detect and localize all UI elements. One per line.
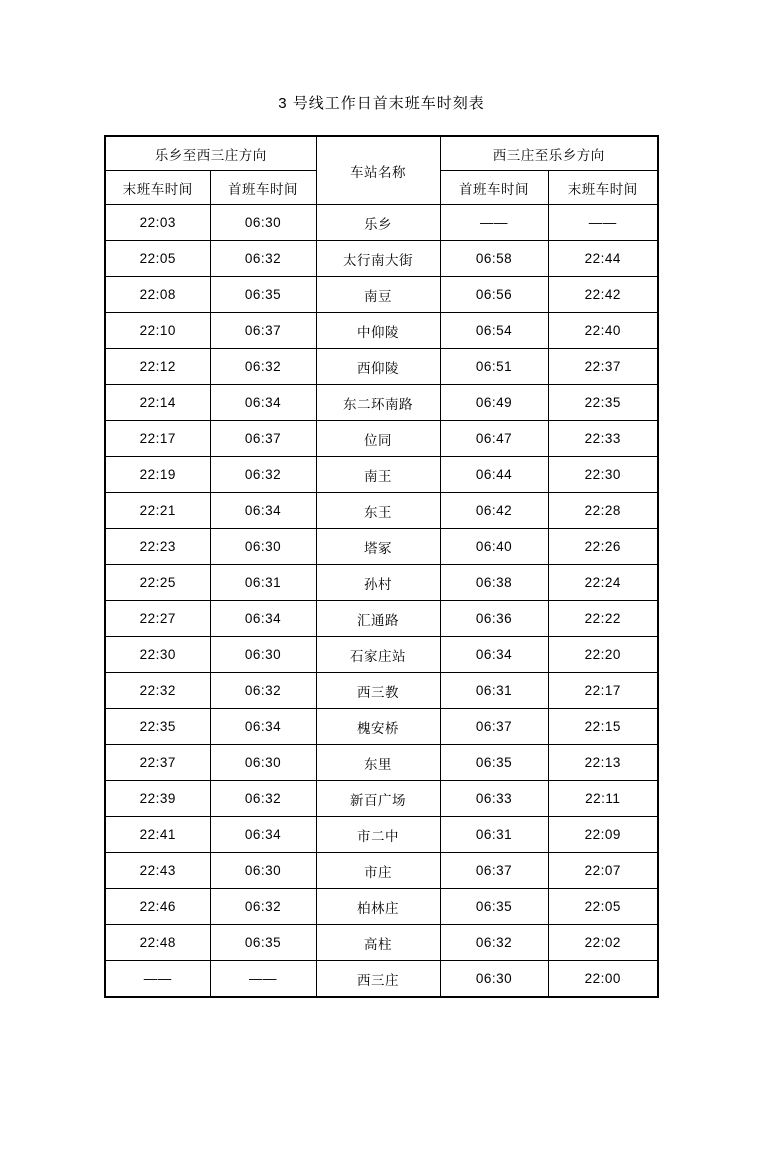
cell-left-first-train: 06:32 bbox=[210, 241, 316, 277]
table-row bbox=[105, 817, 658, 853]
cell-left-first-train: 06:30 bbox=[210, 529, 316, 565]
cell-station-name: 中仰陵 bbox=[316, 313, 440, 349]
cell-station-name: 西三教 bbox=[316, 673, 440, 709]
header-station-column: 车站名称 bbox=[316, 136, 440, 205]
timetable-container bbox=[0, 135, 763, 998]
cell-station-name: 南王 bbox=[316, 457, 440, 493]
cell-left-last-train: 22:05 bbox=[105, 241, 210, 277]
table-row bbox=[105, 385, 658, 421]
cell-right-last-train: 22:24 bbox=[548, 565, 658, 601]
cell-station-name: 石家庄站 bbox=[316, 637, 440, 673]
cell-right-last-train: 22:00 bbox=[548, 961, 658, 998]
cell-right-first-train: 06:44 bbox=[440, 457, 548, 493]
cell-right-first-train: 06:42 bbox=[440, 493, 548, 529]
cell-station-name: 汇通路 bbox=[316, 601, 440, 637]
cell-station-name: 西三庄 bbox=[316, 961, 440, 998]
cell-left-first-train: 06:32 bbox=[210, 349, 316, 385]
cell-station-name: 新百广场 bbox=[316, 781, 440, 817]
cell-right-last-train: 22:22 bbox=[548, 601, 658, 637]
cell-right-first-train: 06:36 bbox=[440, 601, 548, 637]
cell-right-last-train: 22:07 bbox=[548, 853, 658, 889]
cell-right-first-train: 06:54 bbox=[440, 313, 548, 349]
cell-left-first-train: 06:37 bbox=[210, 421, 316, 457]
header-right-last-train: 末班车时间 bbox=[548, 171, 658, 205]
cell-station-name: 南豆 bbox=[316, 277, 440, 313]
cell-right-last-train: 22:02 bbox=[548, 925, 658, 961]
cell-left-last-train: 22:27 bbox=[105, 601, 210, 637]
cell-left-first-train: 06:31 bbox=[210, 565, 316, 601]
page-title: 3 号线工作日首末班车时刻表 bbox=[278, 95, 485, 112]
cell-left-first-train: 06:34 bbox=[210, 709, 316, 745]
cell-station-name: 东二环南路 bbox=[316, 385, 440, 421]
cell-left-last-train: 22:12 bbox=[105, 349, 210, 385]
cell-left-first-train: 06:32 bbox=[210, 457, 316, 493]
cell-left-last-train: 22:25 bbox=[105, 565, 210, 601]
table-row bbox=[105, 745, 658, 781]
cell-right-first-train: 06:31 bbox=[440, 673, 548, 709]
cell-left-first-train: 06:30 bbox=[210, 637, 316, 673]
cell-left-last-train: 22:32 bbox=[105, 673, 210, 709]
cell-left-last-train: 22:10 bbox=[105, 313, 210, 349]
cell-left-last-train: 22:17 bbox=[105, 421, 210, 457]
cell-right-last-train: 22:13 bbox=[548, 745, 658, 781]
cell-left-last-train: 22:23 bbox=[105, 529, 210, 565]
cell-right-last-train: 22:30 bbox=[548, 457, 658, 493]
cell-left-first-train: 06:35 bbox=[210, 277, 316, 313]
cell-station-name: 高柱 bbox=[316, 925, 440, 961]
cell-left-last-train: 22:37 bbox=[105, 745, 210, 781]
table-row bbox=[105, 349, 658, 385]
table-row bbox=[105, 961, 658, 998]
cell-left-last-train: 22:14 bbox=[105, 385, 210, 421]
cell-right-last-train: 22:28 bbox=[548, 493, 658, 529]
table-row bbox=[105, 277, 658, 313]
cell-left-first-train: 06:30 bbox=[210, 745, 316, 781]
cell-right-first-train: 06:37 bbox=[440, 853, 548, 889]
cell-station-name: 柏林庄 bbox=[316, 889, 440, 925]
cell-right-first-train: 06:37 bbox=[440, 709, 548, 745]
table-row bbox=[105, 529, 658, 565]
cell-left-first-train: 06:34 bbox=[210, 385, 316, 421]
table-row bbox=[105, 781, 658, 817]
table-row bbox=[105, 925, 658, 961]
table-row bbox=[105, 673, 658, 709]
cell-right-first-train: 06:40 bbox=[440, 529, 548, 565]
cell-right-first-train: 06:58 bbox=[440, 241, 548, 277]
table-body bbox=[105, 205, 658, 998]
cell-right-last-train: 22:26 bbox=[548, 529, 658, 565]
cell-right-first-train: 06:30 bbox=[440, 961, 548, 998]
header-direction-left: 乐乡至西三庄方向 bbox=[105, 136, 316, 171]
header-left-last-train: 末班车时间 bbox=[105, 171, 210, 205]
cell-right-first-train: 06:47 bbox=[440, 421, 548, 457]
cell-right-first-train: 06:56 bbox=[440, 277, 548, 313]
cell-right-first-train: 06:32 bbox=[440, 925, 548, 961]
cell-left-last-train: 22:39 bbox=[105, 781, 210, 817]
table-row bbox=[105, 565, 658, 601]
cell-left-last-train: 22:35 bbox=[105, 709, 210, 745]
cell-left-last-train: 22:08 bbox=[105, 277, 210, 313]
header-direction-right: 西三庄至乐乡方向 bbox=[440, 136, 658, 171]
timetable bbox=[104, 135, 659, 998]
cell-left-first-train: 06:32 bbox=[210, 673, 316, 709]
table-row bbox=[105, 493, 658, 529]
cell-station-name: 市庄 bbox=[316, 853, 440, 889]
table-row bbox=[105, 637, 658, 673]
header-right-first-train: 首班车时间 bbox=[440, 171, 548, 205]
table-row bbox=[105, 601, 658, 637]
header-left-first-train: 首班车时间 bbox=[210, 171, 316, 205]
cell-right-last-train: 22:15 bbox=[548, 709, 658, 745]
cell-station-name: 槐安桥 bbox=[316, 709, 440, 745]
cell-right-last-train: 22:09 bbox=[548, 817, 658, 853]
cell-left-first-train: 06:34 bbox=[210, 601, 316, 637]
table-row bbox=[105, 853, 658, 889]
table-row bbox=[105, 709, 658, 745]
cell-station-name: 市二中 bbox=[316, 817, 440, 853]
cell-left-first-train: 06:32 bbox=[210, 781, 316, 817]
cell-right-last-train: 22:37 bbox=[548, 349, 658, 385]
cell-right-last-train: —— bbox=[548, 205, 658, 241]
table-header bbox=[105, 136, 658, 205]
table-header-row-directions bbox=[105, 136, 658, 171]
cell-left-last-train: 22:21 bbox=[105, 493, 210, 529]
cell-station-name: 乐乡 bbox=[316, 205, 440, 241]
cell-station-name: 孙村 bbox=[316, 565, 440, 601]
cell-right-last-train: 22:35 bbox=[548, 385, 658, 421]
table-row bbox=[105, 241, 658, 277]
table-row bbox=[105, 889, 658, 925]
cell-left-first-train: 06:34 bbox=[210, 817, 316, 853]
table-row bbox=[105, 421, 658, 457]
cell-right-first-train: 06:31 bbox=[440, 817, 548, 853]
cell-right-first-train: 06:51 bbox=[440, 349, 548, 385]
cell-right-first-train: 06:35 bbox=[440, 889, 548, 925]
cell-left-last-train: 22:30 bbox=[105, 637, 210, 673]
cell-right-first-train: 06:49 bbox=[440, 385, 548, 421]
cell-left-last-train: 22:48 bbox=[105, 925, 210, 961]
cell-right-last-train: 22:11 bbox=[548, 781, 658, 817]
cell-left-first-train: 06:37 bbox=[210, 313, 316, 349]
cell-left-last-train: 22:46 bbox=[105, 889, 210, 925]
cell-right-last-train: 22:40 bbox=[548, 313, 658, 349]
table-row bbox=[105, 313, 658, 349]
cell-left-first-train: —— bbox=[210, 961, 316, 998]
cell-station-name: 东王 bbox=[316, 493, 440, 529]
cell-right-first-train: 06:34 bbox=[440, 637, 548, 673]
cell-right-last-train: 22:44 bbox=[548, 241, 658, 277]
cell-left-first-train: 06:30 bbox=[210, 853, 316, 889]
cell-right-last-train: 22:05 bbox=[548, 889, 658, 925]
cell-left-last-train: 22:41 bbox=[105, 817, 210, 853]
cell-left-last-train: —— bbox=[105, 961, 210, 998]
cell-right-first-train: —— bbox=[440, 205, 548, 241]
cell-left-first-train: 06:34 bbox=[210, 493, 316, 529]
cell-right-first-train: 06:33 bbox=[440, 781, 548, 817]
cell-station-name: 西仰陵 bbox=[316, 349, 440, 385]
cell-right-last-train: 22:17 bbox=[548, 673, 658, 709]
cell-left-first-train: 06:32 bbox=[210, 889, 316, 925]
cell-left-last-train: 22:19 bbox=[105, 457, 210, 493]
cell-station-name: 太行南大街 bbox=[316, 241, 440, 277]
page bbox=[0, 92, 763, 1172]
cell-right-first-train: 06:38 bbox=[440, 565, 548, 601]
cell-station-name: 位同 bbox=[316, 421, 440, 457]
cell-station-name: 东里 bbox=[316, 745, 440, 781]
cell-left-last-train: 22:43 bbox=[105, 853, 210, 889]
table-row bbox=[105, 457, 658, 493]
cell-left-last-train: 22:03 bbox=[105, 205, 210, 241]
cell-right-first-train: 06:35 bbox=[440, 745, 548, 781]
cell-station-name: 塔冢 bbox=[316, 529, 440, 565]
cell-left-first-train: 06:30 bbox=[210, 205, 316, 241]
cell-right-last-train: 22:33 bbox=[548, 421, 658, 457]
cell-right-last-train: 22:42 bbox=[548, 277, 658, 313]
table-row bbox=[105, 205, 658, 241]
cell-left-first-train: 06:35 bbox=[210, 925, 316, 961]
cell-right-last-train: 22:20 bbox=[548, 637, 658, 673]
